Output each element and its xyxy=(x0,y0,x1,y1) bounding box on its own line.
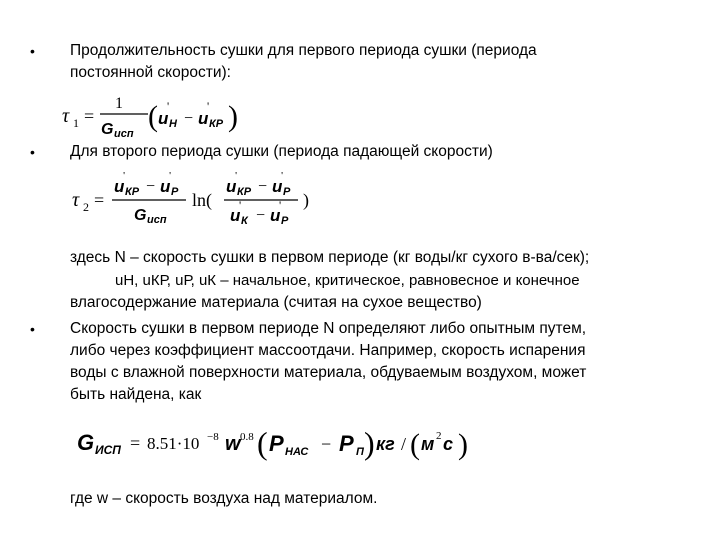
g-isp-sub: ИСП xyxy=(95,443,121,457)
g-isp-unit-kg: кг xyxy=(376,434,395,454)
tau2-in-den-uP-prime: ' xyxy=(279,198,282,212)
g-isp-w-exp: 0.8 xyxy=(240,431,254,443)
tau2-in-num-uKR: u xyxy=(226,177,237,196)
tau2-num-uP-sub: Р xyxy=(171,186,179,198)
g-isp-G: G xyxy=(77,430,95,455)
tau2-in-den-uP: u xyxy=(270,206,281,225)
tau1-subscript: 1 xyxy=(73,116,79,130)
tau2-in-num-uP-sub: Р xyxy=(283,186,291,198)
bullet-2: • xyxy=(30,144,35,160)
tau1-lparen: ( xyxy=(148,100,158,133)
g-isp-P-p: P xyxy=(339,431,354,456)
tau2-equals: = xyxy=(94,190,105,210)
tau1-rparen: ) xyxy=(228,100,238,133)
g-isp-unit-m-exp: 2 xyxy=(436,430,442,442)
tau2-in-num-uKR-sub: КР xyxy=(237,186,252,198)
paragraph-3-line-1: здесь N – скорость сушки в первом периоде (кг воды/кг сухого в-ва/сек); xyxy=(70,249,590,266)
bullet-1: • xyxy=(30,43,35,59)
g-isp-P-nas-sub: НАС xyxy=(285,446,309,458)
paragraph-4-line-4: быть найдена, как xyxy=(70,386,202,403)
tau2-in-num-minus: − xyxy=(258,178,268,195)
tau2-in-num-uP-prime: ' xyxy=(281,172,284,182)
g-isp-rparen: ) xyxy=(364,425,375,461)
tau1-uH-prime: ' xyxy=(167,99,170,113)
tau1-symbol: τ xyxy=(62,105,70,127)
formula-tau1 xyxy=(60,92,250,142)
paragraph-4-line-3: воды с влажной поверхности материала, обдуваемым воздухом, может xyxy=(70,364,587,381)
tau1-numerator: 1 xyxy=(115,95,123,112)
formula-tau2 xyxy=(70,172,330,232)
tau2-num-uKR: u xyxy=(114,177,125,196)
tau1-minus: − xyxy=(184,110,194,127)
g-isp-coefficient-exp: −8 xyxy=(207,431,219,443)
g-isp-w: w xyxy=(225,433,241,455)
g-isp-unit-lparen: ( xyxy=(410,428,420,461)
paragraph-1-line-2: постоянной скорости): xyxy=(70,64,231,81)
g-isp-minus: − xyxy=(321,434,332,454)
tau1-uKR-prime: ' xyxy=(207,99,210,113)
tau1-equals: = xyxy=(84,106,95,126)
tau2-num-minus: − xyxy=(146,178,156,195)
tau1-uKR-sub: КР xyxy=(209,118,224,130)
g-isp-unit-rparen: ) xyxy=(458,428,468,461)
tau2-num-uP: u xyxy=(160,177,171,196)
tau2-den-sub: исп xyxy=(147,214,167,226)
formula-g-isp xyxy=(75,420,495,466)
tau1-uKR: u xyxy=(198,109,209,128)
tau2-rparen: ) xyxy=(303,190,309,210)
g-isp-lparen: ( xyxy=(257,425,268,461)
bullet-3: • xyxy=(30,321,35,337)
paragraph-5-line-1: где w – скорость воздуха над материалом. xyxy=(70,490,378,507)
tau2-symbol: τ xyxy=(72,189,80,211)
tau2-in-num-uKR-prime: ' xyxy=(235,172,238,182)
paragraph-1-line-1: Продолжительность сушки для первого периода сушки (периода xyxy=(70,42,537,59)
g-isp-equals: = xyxy=(130,433,141,453)
tau2-num-uKR-sub: КР xyxy=(125,186,140,198)
tau2-ln: ln( xyxy=(192,190,212,210)
g-isp-unit-slash: / xyxy=(401,434,407,454)
variables-and-description: uН, uКР, uР, uК – начальное, критическое, равновесное и конечное xyxy=(115,272,580,289)
tau1-uH-sub: Н xyxy=(169,118,177,130)
tau2-subscript: 2 xyxy=(83,200,89,214)
paragraph-4-line-1: Скорость сушки в первом периоде N определяют либо опытным путем, xyxy=(70,320,587,337)
tau2-in-den-minus: − xyxy=(256,207,266,224)
g-isp-unit-c: с xyxy=(443,434,454,454)
tau2-in-num-uP: u xyxy=(272,177,283,196)
paragraph-3-line-3: влагосодержание материала (считая на сухое вещество) xyxy=(70,294,482,311)
tau1-uH: u xyxy=(158,109,169,128)
g-isp-unit-m: м xyxy=(421,434,435,454)
tau1-denominator-G: G xyxy=(101,121,114,138)
g-isp-coefficient: 8.51·10 xyxy=(147,434,200,453)
tau2-in-den-uP-sub: Р xyxy=(281,215,289,227)
tau2-den-G: G xyxy=(134,207,147,224)
tau2-num-uKR-prime: ' xyxy=(123,172,126,182)
g-isp-P-nas: P xyxy=(269,431,284,456)
g-isp-P-p-sub: П xyxy=(356,446,364,458)
tau2-in-den-uK: u xyxy=(230,206,241,225)
tau1-denominator-sub: исп xyxy=(114,128,134,140)
paragraph-3-line-2 xyxy=(115,270,580,292)
tau2-num-uP-prime: ' xyxy=(169,172,172,182)
paragraph-4-line-2: либо через коэффициент массоотдачи. Например, скорость испарения xyxy=(70,342,586,359)
paragraph-2-line-1: Для второго периода сушки (периода падающей скорости) xyxy=(70,143,493,160)
tau2-in-den-uK-sub: К xyxy=(241,215,248,227)
tau2-in-den-uK-prime: ' xyxy=(239,198,242,212)
